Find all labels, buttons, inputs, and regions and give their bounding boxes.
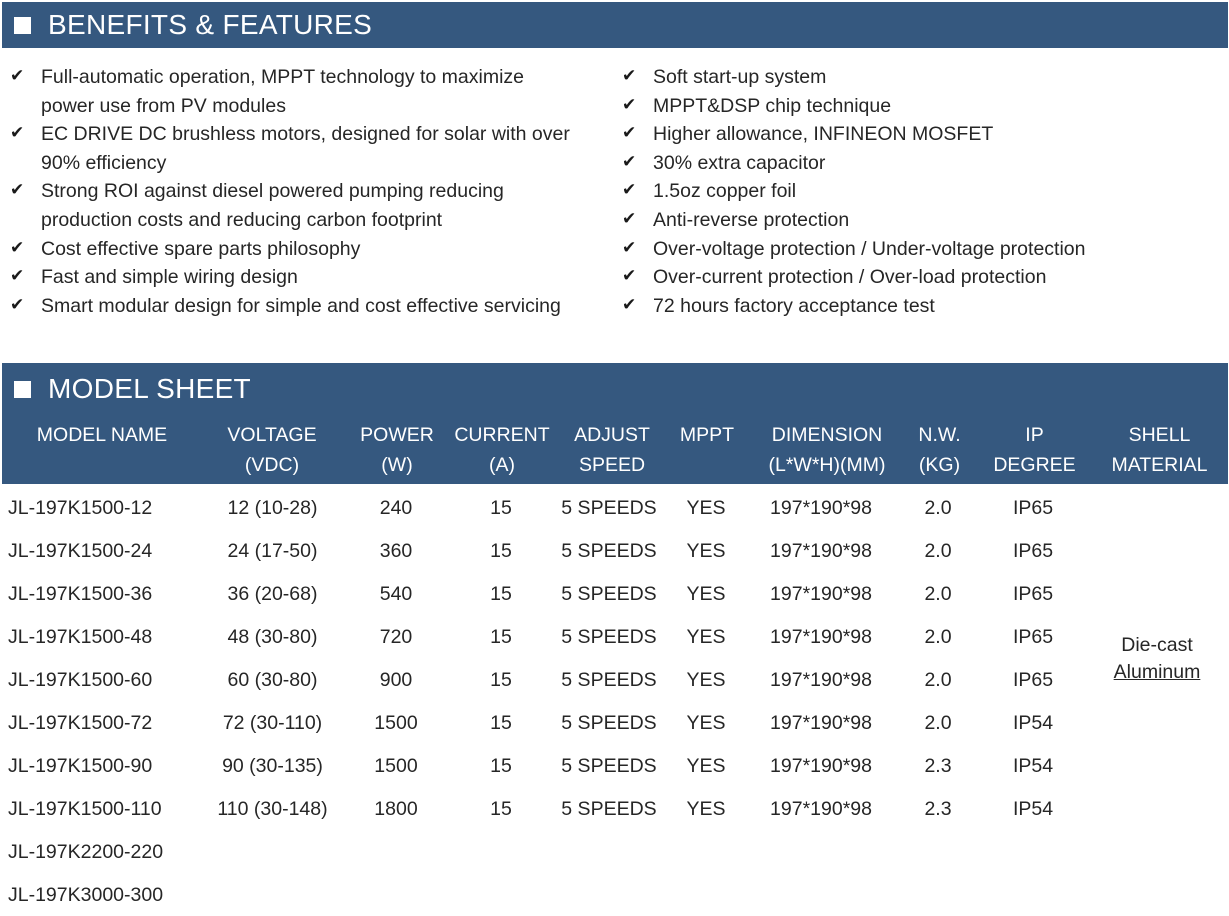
table-cell: YES xyxy=(686,755,726,777)
checkmark-icon: ✔ xyxy=(10,123,25,144)
checkmark-icon: ✔ xyxy=(622,294,637,315)
table-cell: IP54 xyxy=(1012,798,1054,820)
benefit-text-line1: Strong ROI against diesel powered pumping reducing xyxy=(41,180,504,203)
column-header-line1: SHELL xyxy=(1128,424,1191,446)
checkmark-icon: ✔ xyxy=(10,237,25,258)
shell-material-line1: Die-cast xyxy=(1121,634,1193,656)
table-cell: 5 SPEEDS xyxy=(561,497,657,519)
checkmark-icon: ✔ xyxy=(622,94,637,115)
column-header-line1: IP xyxy=(1025,424,1044,446)
square-bullet-icon xyxy=(14,381,31,398)
table-cell: 540 xyxy=(379,583,413,605)
column-header-line1: CURRENT xyxy=(454,424,550,446)
table-cell: YES xyxy=(686,798,726,820)
table-cell: JL-197K1500-12 xyxy=(8,497,153,519)
checkmark-icon: ✔ xyxy=(622,151,637,172)
table-cell: 90 (30-135) xyxy=(222,755,323,777)
table-cell: 197*190*98 xyxy=(770,712,872,734)
column-header-line1: VOLTAGE xyxy=(227,424,317,446)
table-cell: 197*190*98 xyxy=(770,497,872,519)
column-header xyxy=(977,420,1092,480)
checkmark-icon: ✔ xyxy=(622,180,637,201)
table-cell: 110 (30-148) xyxy=(217,798,328,820)
table-cell: 60 (30-80) xyxy=(227,669,318,691)
table-cell: JL-197K1500-48 xyxy=(8,626,153,648)
square-bullet-icon xyxy=(14,17,31,34)
column-header xyxy=(347,420,447,480)
column-header-line1: ADJUST xyxy=(574,424,650,446)
table-cell: YES xyxy=(686,497,726,519)
column-header-line1: DIMENSION xyxy=(771,424,883,446)
column-header-line2: MATERIAL xyxy=(1111,454,1208,476)
table-cell: 2.3 xyxy=(924,798,952,820)
feature-item xyxy=(622,92,1222,121)
model-sheet-title-text: MODEL SHEET xyxy=(48,373,251,404)
table-cell: 5 SPEEDS xyxy=(561,583,657,605)
benefits-title-text: BENEFITS & FEATURES xyxy=(48,9,373,40)
table-cell: 5 SPEEDS xyxy=(561,669,657,691)
table-cell: 2.0 xyxy=(924,497,952,519)
table-cell: 15 xyxy=(490,497,512,519)
table-cell: 197*190*98 xyxy=(770,540,872,562)
table-cell: 15 xyxy=(490,540,512,562)
column-header-line2: (A) xyxy=(489,454,515,476)
table-cell: 36 (20-68) xyxy=(227,583,318,605)
benefits-list-right xyxy=(622,63,1222,320)
feature-item xyxy=(622,263,1222,292)
table-cell: 240 xyxy=(379,497,413,519)
benefit-text-line2: production costs and reducing carbon footprint xyxy=(41,208,443,231)
table-cell: 72 (30-110) xyxy=(222,712,323,734)
benefit-item xyxy=(10,120,600,177)
table-cell: 1500 xyxy=(374,755,418,777)
table-cell: YES xyxy=(686,540,726,562)
benefit-text-line1: EC DRIVE DC brushless motors, designed for solar with over xyxy=(41,123,570,146)
table-cell: 197*190*98 xyxy=(770,626,872,648)
table-cell: 197*190*98 xyxy=(770,669,872,691)
feature-item xyxy=(622,63,1222,92)
column-header-line2: (VDC) xyxy=(244,454,300,476)
benefit-item xyxy=(10,292,600,321)
column-header-line2: DEGREE xyxy=(993,454,1076,476)
table-cell: JL-197K1500-90 xyxy=(8,755,153,777)
feature-item xyxy=(622,149,1222,178)
table-cell: 197*190*98 xyxy=(770,755,872,777)
feature-text: 72 hours factory acceptance test xyxy=(653,294,935,317)
table-cell: 12 (10-28) xyxy=(227,497,318,519)
table-cell: 15 xyxy=(490,669,512,691)
table-cell: JL-197K1500-24 xyxy=(8,540,153,562)
benefit-text-line2: power use from PV modules xyxy=(41,94,286,117)
feature-text: Over-voltage protection / Under-voltage protection xyxy=(653,237,1086,260)
table-cell: 5 SPEEDS xyxy=(561,755,657,777)
checkmark-icon: ✔ xyxy=(622,237,637,258)
column-header xyxy=(452,420,552,480)
benefit-item xyxy=(10,263,600,292)
checkmark-icon: ✔ xyxy=(10,266,25,287)
column-header-line2: SPEED xyxy=(578,454,646,476)
table-cell: IP65 xyxy=(1012,626,1054,648)
table-cell: IP65 xyxy=(1012,540,1054,562)
benefit-text-line1: Cost effective spare parts philosophy xyxy=(41,237,361,260)
table-cell: 48 (30-80) xyxy=(227,626,318,648)
table-cell: 900 xyxy=(379,669,413,691)
table-cell: 15 xyxy=(490,583,512,605)
table-cell: JL-197K1500-72 xyxy=(8,712,153,734)
table-cell: JL-197K1500-36 xyxy=(8,583,153,605)
column-header xyxy=(2,420,202,450)
benefit-text-line1: Full-automatic operation, MPPT technology to maximize xyxy=(41,66,525,88)
table-cell: YES xyxy=(686,626,726,648)
table-cell: 2.0 xyxy=(924,583,952,605)
benefits-list-left xyxy=(10,63,600,320)
table-cell: 5 SPEEDS xyxy=(561,626,657,648)
table-cell: 197*190*98 xyxy=(770,583,872,605)
table-cell: 360 xyxy=(379,540,413,562)
benefit-item xyxy=(10,235,600,264)
column-header xyxy=(562,420,662,480)
column-header-line1: MPPT xyxy=(679,424,735,446)
benefits-title xyxy=(14,9,372,41)
benefits-header-bar xyxy=(2,2,1228,48)
feature-item xyxy=(622,177,1222,206)
benefit-text-line1: Smart modular design for simple and cost effective servicing xyxy=(41,294,561,317)
feature-text: 1.5oz copper foil xyxy=(653,180,797,203)
table-cell: JL-197K1500-60 xyxy=(8,669,153,691)
column-header-line1: POWER xyxy=(360,424,434,446)
table-cell: JL-197K2200-220 xyxy=(8,841,164,863)
model-sheet-title xyxy=(14,373,251,405)
feature-text: Soft start-up system xyxy=(653,66,827,88)
column-header-line1: N.W. xyxy=(918,424,961,446)
column-header xyxy=(202,420,342,480)
table-cell: YES xyxy=(686,583,726,605)
table-cell: 2.0 xyxy=(924,626,952,648)
column-header-line2: (L*W*H)(MM) xyxy=(768,454,886,476)
benefit-item xyxy=(10,63,600,120)
checkmark-icon: ✔ xyxy=(10,66,25,86)
checkmark-icon: ✔ xyxy=(622,123,637,144)
feature-text: Over-current protection / Over-load protection xyxy=(653,266,1047,289)
column-header xyxy=(752,420,902,480)
table-cell: IP65 xyxy=(1012,669,1054,691)
table-cell: IP54 xyxy=(1012,712,1054,734)
feature-item xyxy=(622,235,1222,264)
table-cell: JL-197K1500-110 xyxy=(8,798,162,820)
table-cell: 15 xyxy=(490,626,512,648)
table-cell: 2.0 xyxy=(924,669,952,691)
table-cell: 2.3 xyxy=(924,755,952,777)
column-header-line2: (KG) xyxy=(918,454,961,476)
column-header-line2: (W) xyxy=(381,454,413,476)
model-sheet-header-bar xyxy=(2,363,1228,484)
table-cell: IP65 xyxy=(1012,583,1054,605)
table-cell: 24 (17-50) xyxy=(227,540,318,562)
table-cell: 15 xyxy=(490,755,512,777)
feature-item xyxy=(622,292,1222,321)
checkmark-icon: ✔ xyxy=(10,180,25,201)
checkmark-icon: ✔ xyxy=(10,294,25,315)
table-cell: YES xyxy=(686,712,726,734)
table-cell: 2.0 xyxy=(924,540,952,562)
feature-text: 30% extra capacitor xyxy=(653,151,826,174)
table-cell: 15 xyxy=(490,798,512,820)
feature-text: MPPT&DSP chip technique xyxy=(653,94,892,117)
benefit-text-line2: 90% efficiency xyxy=(41,151,167,174)
table-cell: 15 xyxy=(490,712,512,734)
column-header xyxy=(907,420,972,480)
table-cell: 2.0 xyxy=(924,712,952,734)
benefit-text-line1: Fast and simple wiring design xyxy=(41,266,298,289)
feature-text: Higher allowance, INFINEON MOSFET xyxy=(653,123,994,146)
table-cell: YES xyxy=(686,669,726,691)
feature-item xyxy=(622,206,1222,235)
shell-material-line2: Aluminum xyxy=(1113,661,1201,683)
feature-item xyxy=(622,120,1222,149)
table-cell: 197*190*98 xyxy=(770,798,872,820)
table-cell: IP65 xyxy=(1012,497,1054,519)
column-header xyxy=(667,420,747,450)
table-cell: 1800 xyxy=(374,798,418,820)
column-header-line1: MODEL NAME xyxy=(36,424,168,446)
table-cell: IP54 xyxy=(1012,755,1054,777)
feature-text: Anti-reverse protection xyxy=(653,208,850,231)
column-header xyxy=(1097,420,1222,480)
benefit-item xyxy=(10,177,600,234)
checkmark-icon: ✔ xyxy=(622,208,637,229)
table-cell: 1500 xyxy=(374,712,418,734)
table-cell: JL-197K3000-300 xyxy=(8,884,164,906)
table-cell: 5 SPEEDS xyxy=(561,540,657,562)
shell-material-cell xyxy=(1098,632,1216,686)
table-cell: 720 xyxy=(379,626,413,648)
table-cell: 5 SPEEDS xyxy=(561,712,657,734)
checkmark-icon: ✔ xyxy=(622,66,637,86)
table-cell: 5 SPEEDS xyxy=(561,798,657,820)
checkmark-icon: ✔ xyxy=(622,266,637,287)
